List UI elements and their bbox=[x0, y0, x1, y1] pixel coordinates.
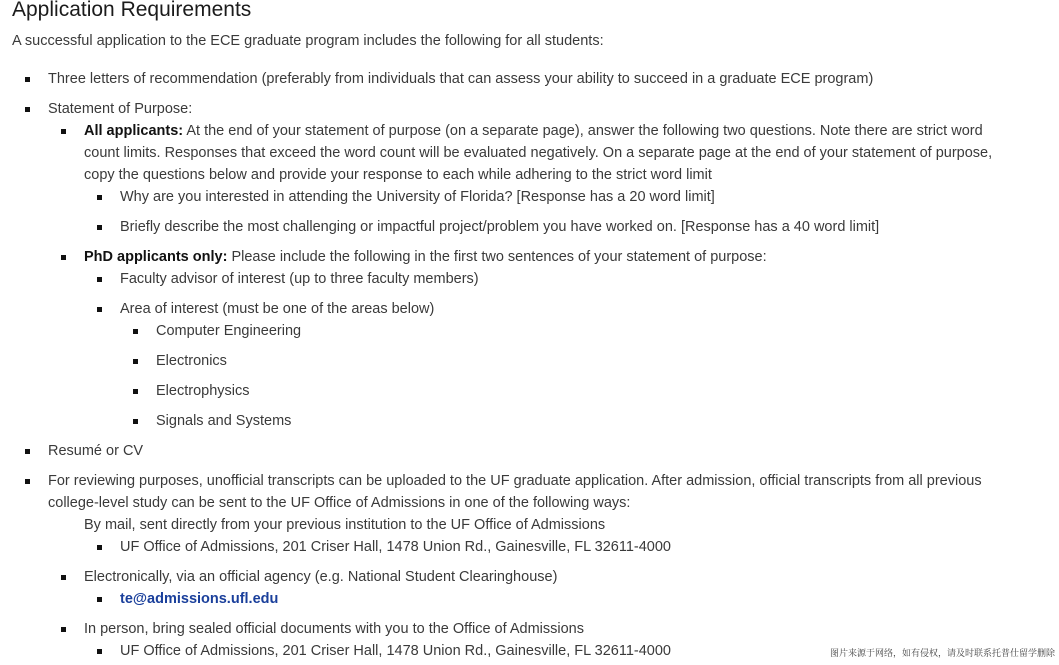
bullet bbox=[25, 479, 30, 484]
all-applicants-line-2: count limits. Responses that exceed the word count will be evaluated negatively. On a separate page at the end of your statement of purpose, bbox=[84, 145, 993, 161]
bullet bbox=[25, 107, 30, 112]
bullet bbox=[97, 195, 102, 200]
area-item: Signals and Systems bbox=[156, 413, 292, 429]
transcripts-line-1: For reviewing purposes, unofficial transcripts can be uploaded to the UF graduate application. After admission, official transcripts from all previous bbox=[48, 473, 982, 489]
electronic-text: Electronically, via an official agency (e.g. National Student Clearinghouse) bbox=[84, 569, 558, 585]
faculty-advisor: Faculty advisor of interest (up to three faculty members) bbox=[120, 271, 479, 287]
email-link[interactable]: te@admissions.ufl.edu bbox=[120, 591, 279, 607]
area-item: Electrophysics bbox=[156, 383, 250, 399]
email-line bbox=[120, 588, 278, 610]
phd-applicants-label: PhD applicants only: bbox=[84, 249, 228, 265]
bullet bbox=[133, 419, 138, 424]
list-item-letters: Three letters of recommendation (preferably from individuals that can assess your ability to succeed in a graduate ECE program) bbox=[48, 71, 874, 87]
area-of-interest: Area of interest (must be one of the areas below) bbox=[120, 301, 435, 317]
bullet bbox=[97, 225, 102, 230]
all-applicants-line-1 bbox=[84, 120, 983, 142]
bullet bbox=[97, 597, 102, 602]
list-item-resume: Resumé or CV bbox=[48, 443, 144, 459]
watermark-text: 图片来源于网络，如有侵权，请及时联系托普仕留学删除 bbox=[829, 648, 1055, 658]
area-item: Computer Engineering bbox=[156, 323, 302, 339]
bullet bbox=[133, 389, 138, 394]
bullet bbox=[97, 307, 102, 312]
bullet bbox=[61, 575, 66, 580]
all-applicants-text: At the end of your statement of purpose (on a separate page), answer the following two questions. Note there are strict word bbox=[183, 123, 983, 139]
bullet bbox=[133, 329, 138, 334]
question-1: Why are you interested in attending the University of Florida? [Response has a 20 word limit] bbox=[120, 189, 715, 205]
phd-applicants-line bbox=[84, 246, 767, 268]
by-mail-text: By mail, sent directly from your previous institution to the UF Office of Admissions bbox=[84, 517, 606, 533]
bullet bbox=[133, 359, 138, 364]
intro-text: A successful application to the ECE graduate program includes the following for all students: bbox=[12, 33, 604, 49]
all-applicants-label: All applicants: bbox=[84, 123, 184, 139]
page-title: Application Requirements bbox=[12, 0, 252, 21]
bullet bbox=[25, 449, 30, 454]
bullet bbox=[61, 255, 66, 260]
area-item: Electronics bbox=[156, 353, 227, 369]
bullet bbox=[97, 545, 102, 550]
in-person-address: UF Office of Admissions, 201 Criser Hall, 1478 Union Rd., Gainesville, FL 32611-4000 bbox=[120, 643, 671, 659]
all-applicants-line-3: copy the questions below and provide your response to each while adhering to the strict word limit bbox=[84, 167, 712, 183]
bullet bbox=[97, 649, 102, 654]
question-2: Briefly describe the most challenging or impactful project/problem you have worked on. [Response has a 40 word limit] bbox=[120, 219, 880, 235]
bullet bbox=[97, 277, 102, 282]
list-item-sop: Statement of Purpose: bbox=[48, 101, 193, 117]
in-person-text: In person, bring sealed official documents with you to the Office of Admissions bbox=[84, 621, 584, 637]
mail-address: UF Office of Admissions, 201 Criser Hall, 1478 Union Rd., Gainesville, FL 32611-4000 bbox=[120, 539, 671, 555]
phd-applicants-text: Please include the following in the first two sentences of your statement of purpose: bbox=[227, 249, 767, 265]
bullet bbox=[25, 77, 30, 82]
transcripts-line-2: college-level study can be sent to the UF Office of Admissions in one of the following ways: bbox=[48, 495, 631, 511]
bullet bbox=[61, 627, 66, 632]
bullet bbox=[61, 129, 66, 134]
